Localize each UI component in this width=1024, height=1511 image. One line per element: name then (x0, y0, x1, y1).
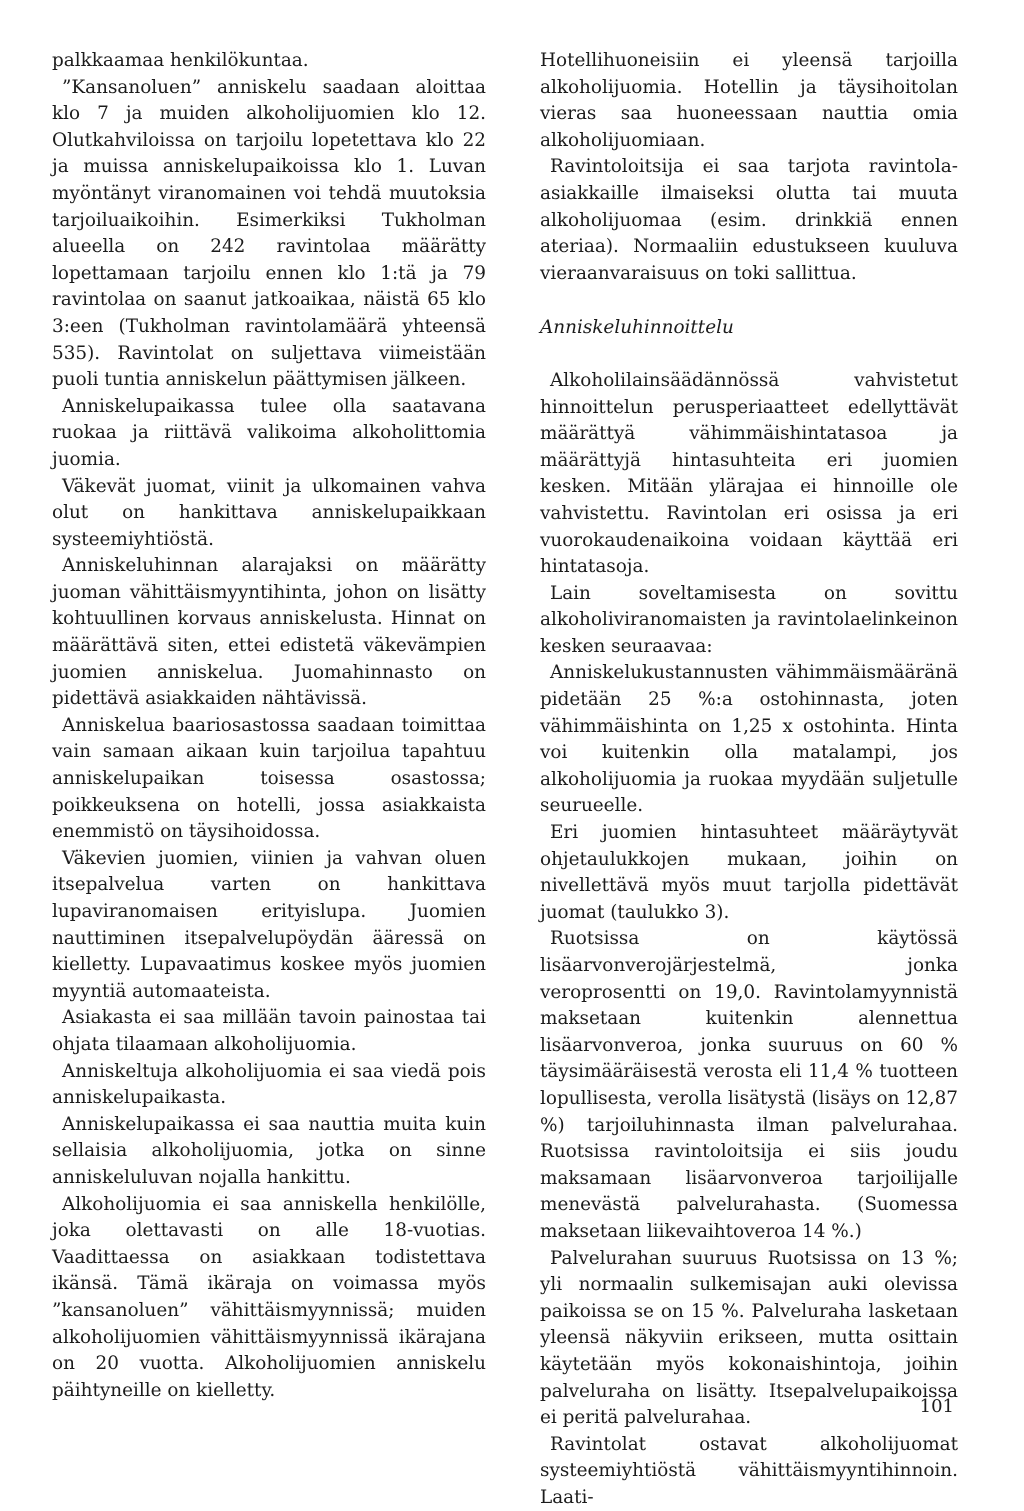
paragraph: ”Kansanoluen” anniskelu saadaan aloittaa klo 7 ja muiden alkoholijuomien klo 12. Olutkahviloissa on tarjoilu lopetettava klo 22 ja muissa anniskelupaikoissa klo 1. Luvan myöntänyt viranomainen voi tehdä muutoksia tarjoiluaikoihin. Esimerkiksi Tukholman alueella on 242 ravintolaa määrätty lopettamaan tarjoilu ennen klo 1:tä ja 79 ravintolaa on saanut jatkoaikaa, näistä 65 klo 3:een (Tukholman ravintolamäärä yhteensä 535). Ravintolat on suljettava viimeistään puoli tuntia anniskelun päättymisen jälkeen. (52, 76, 486, 391)
paragraph: Väkevien juomien, viinien ja vahvan oluen itsepalvelua varten on hankittava lupaviranomaisen erityislupa. Juomien nauttiminen itsepalvelupöydän ääressä on kielletty. Lupavaatimus koskee myös juomien myyntiä automaateista. (52, 847, 486, 1002)
paragraph: Alkoholilainsäädännössä vahvistetut hinnoittelun perusperiaatteet edellyttävät määrättyä vähimmäishintatasoa ja määrättyjä hintasuhteita eri juomien kesken. Mitään ylärajaa ei hinnoille ole vahvistettu. Ravintolan eri osissa ja eri vuorokaudenaikoina voidaan käyttää eri hintatasoja. (540, 369, 958, 578)
section-heading: Anniskeluhinnoittelu (540, 317, 734, 339)
paragraph: Ravintoloitsija ei saa tarjota ravintola-asiakkaille ilmaiseksi olutta tai muuta alkoholijuomaa (esim. drinkkiä ennen ateriaa). Normaaliin edustukseen kuuluva vieraanvaraisuus on toki sallittua. (540, 156, 958, 284)
left-column (52, 48, 486, 1404)
paragraph: Anniskelupaikassa ei saa nauttia muita kuin sellaisia alkoholijuomia, jotka on sinne anniskeluluvan nojalla hankittu. (52, 1113, 486, 1188)
paragraph: palkkaamaa henkilökuntaa. (52, 50, 309, 71)
paragraph: Eri juomien hintasuhteet määräytyvät ohjetaulukkojen mukaan, joihin on nivellettävä myös muut tarjolla pidettävät juomat (taulukko 3). (540, 822, 958, 923)
paragraph: Anniskeltuja alkoholijuomia ei saa viedä pois anniskelupaikasta. (52, 1060, 486, 1109)
paragraph: Hotellihuoneisiin ei yleensä tarjoilla alkoholijuomia. Hotellin ja täysihoitolan vieras saa huoneessaan nauttia omia alkoholijuomiaan. (540, 50, 958, 151)
page-number: 101 (919, 1396, 954, 1417)
right-column (540, 48, 958, 1511)
paragraph: Lain soveltamisesta on sovittu alkoholiviranomaisten ja ravintolaelinkeinon kesken seuraavaa: (540, 582, 958, 657)
paragraph: Alkoholijuomia ei saa anniskella henkilölle, joka olettavasti on alle 18-vuotias. Vaadittaessa on asiakkaan todistettava ikänsä. Tämä ikäraja on voimassa myös ”kansanoluen” vähittäismyynnissä; muiden alkoholijuomien vähittäismyynnissä ikärajana on 20 vuotta. Alkoholijuomien anniskelu päihtyneille on kielletty. (52, 1193, 486, 1401)
paragraph: Anniskeluhinnan alarajaksi on määrätty juoman vähittäismyyntihinta, johon on lisätty kohtuullinen korvaus anniskelusta. Hinnat on määrättävä siten, ettei edistetä väkevämpien juomien anniskelua. Juomahinnasto on pidettävä asiakkaiden nähtävissä. (52, 555, 486, 710)
paragraph: Anniskelua baariosastossa saadaan toimittaa vain samaan aikaan kuin tarjoilua tapahtuu anniskelupaikan toisessa osastossa; poikkeuksena on hotelli, jossa asiakkaista enemmistö on täysihoidossa. (52, 714, 486, 843)
paragraph: Anniskelukustannusten vähimmäismääränä pidetään 25 %:a ostohinnasta, joten vähimmäishinta on 1,25 x ostohinta. Hinta voi kuitenkin olla matalampi, jos alkoholijuomia ja ruokaa myydään suljetulle seurueelle. (540, 662, 958, 817)
paragraph: Anniskelupaikassa tulee olla saatavana ruokaa ja riittävä valikoima alkoholittomia juomia. (52, 395, 486, 470)
paragraph: Asiakasta ei saa millään tavoin painostaa tai ohjata tilaamaan alkoholijuomia. (52, 1007, 486, 1055)
paragraph: Ravintolat ostavat alkoholijuomat systeemiyhtiöstä vähittäismyyntihinnoin. Laati- (540, 1433, 958, 1508)
paragraph: Palvelurahan suuruus Ruotsissa on 13 %; yli normaalin sulkemisajan auki olevissa paikoissa se on 15 %. Palveluraha lasketaan yleensä näkyviin erikseen, mutta osittain käytetään myös kokonaishintoja, joihin palveluraha on lisätty. Itsepalvelupaikoissa ei peritä palvelurahaa. (540, 1247, 958, 1429)
paragraph: Ruotsissa on käytössä lisäarvonverojärjestelmä, jonka veroprosentti on 19,0. Ravintolamyynnistä maksetaan kuitenkin alennettua lisäarvonveroa, jonka suuruus on 60 % täysimääräisestä verosta eli 11,4 % tuotteen lopullisesta, verolla lisätystä (lisäys on 12,87 %) tarjoiluhinnasta ilman palvelurahaa. Ruotsissa ravintoloitsija ei siis joudu maksamaan lisäarvonveroa tarjoilijalle menevästä palvelurahasta. (Suomessa maksetaan liikevaihtoveroa 14 %.) (540, 928, 958, 1242)
paragraph: Väkevät juomat, viinit ja ulkomainen vahva olut on hankittava anniskelupaikkaan systeemiyhtiöstä. (52, 475, 486, 550)
